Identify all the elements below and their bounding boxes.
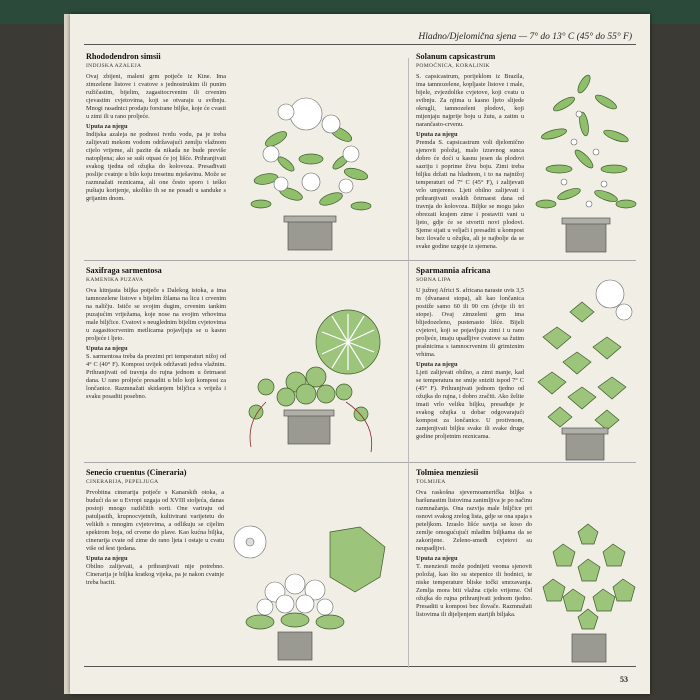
care-heading: Uputa za njegu (416, 361, 458, 368)
care-text: Premda S. capsicastrum voli djelomično sjenovit položaj, malo izravnog sunca dobro će doći u kasnu jesen da plodovi sazriju i poprime živu boju. Zimi treba biljku držati na hladnom, i to na najnižoj temperaturi od 7° C (45° F), i zalijevati vrlo umjereno. Ljeti obilno zalijevati i prihranjivati svakih četrnaest dana od travnja do kolovoza. Biljke se mogu jako obrezati krajem zime i postaviti vani u ljeto, gdje će se stvoriti novi plodovi. Sjeme sijati u veljači i presaditi u kompost bez ilovače u ožujku, ali je najbolje da se svake godine uzgoje iz sjemena. (416, 139, 524, 250)
entry-title: Sparmannia africana (416, 266, 491, 275)
header-rule (84, 44, 636, 45)
care-heading: Uputa za njegu (416, 555, 458, 562)
senecio-illustration (220, 522, 400, 662)
plant-entry-tolmiea (416, 468, 532, 619)
entry-common-name: TOLMIJEA (416, 479, 446, 485)
plant-entry-senecio (86, 468, 224, 587)
entry-description: S. capsicastrum, porijeklom iz Brazila, ima tamnozelene, kopljaste listove i male, bijele, zvjezdolike cvjetove, koji cvatu u svibnju. Za njima u kasno ljeto slijede okrugli, tamnozeleni plodovi, koji mijenjaju najprije boju u žutu, a zatim u narančasto-crvenu. (416, 73, 524, 128)
rhododendron-illustration (246, 84, 376, 256)
entry-title: Rhododendron simsii (86, 52, 161, 61)
page-number: 53 (620, 675, 628, 684)
plant-entry-saxifraga (86, 266, 226, 401)
care-text: S. sarmentosa treba da prezimi pri temperaturi nižoj od 4° C (40° F). Kompost uvijek održavati jedva vlažnim. Prihranjivati od travnja do rujna jednom u četrnaest dana. U rano proljeće presaditi u bilo koji kompost za lončanice. Razmnažati skidanjem biljčica s vriježa i svaku posaditi posebno. (86, 353, 226, 400)
saxifraga-illustration (236, 302, 396, 458)
sparmannia-illustration (532, 272, 638, 462)
plant-entry-solanum (416, 52, 524, 251)
entry-common-name: CINERARIJA, PEPELJUGA (86, 479, 159, 485)
row-divider-2 (84, 462, 636, 463)
entry-title: Senecio cruentus (Cineraria) (86, 468, 187, 477)
page-header: Hladno/Djelomična sjena — 7° do 13° C (45° do 55° F) (418, 32, 632, 42)
book-page (70, 14, 650, 694)
entry-common-name: INDIJSKA AZALEJA (86, 63, 142, 69)
plant-pot (288, 220, 332, 250)
care-heading: Uputa za njegu (86, 345, 128, 352)
care-heading: Uputa za njegu (86, 123, 128, 130)
row-divider-1 (84, 260, 636, 261)
entry-common-name: POMOĆNICA, KORALJNIK (416, 63, 490, 69)
plant-entry-rhododendron (86, 52, 226, 203)
entry-description: Ova kitnjasta biljka potječe s Dalekog istoka, a ima tamnozelene listove s bijelim žilama na licu i crvenim na naličju. Ističe se svojim dugim, crvenim tankim puzajućim vriježama, koje nose na svojim vrhovima male biljčice. Cvatovi s neuglednim bijelim cvjetovima u zagasitocrvenim metlicama pojavljuju se u kasno proljeće i ljeto. (86, 287, 226, 342)
care-heading: Uputa za njegu (86, 555, 128, 562)
care-text: Indijska azaleja ne podnosi tvrdu vodu, pa je treba zalijevati mekom vodom održavajući zemlju vlažnom cijelo vrijeme, ali pazite da nikada ne bude previše natopljena; ako se suši otpast će joj lišće. Prihranjivati svakog tjedna od ožujka do kolovoza. Presađivati poslije cvatnje u bilo koju tresetnu mješavinu. Može se razmnažati reznicama, ali one često sporo i teško puštaju korijenje, ukoliko ih se ne posadi u sanduke s grijanim dnom. (86, 131, 226, 202)
footer-rule (84, 666, 636, 667)
plant-entry-sparmannia (416, 266, 524, 441)
column-divider (408, 58, 409, 668)
entry-title: Tolmiea menziesii (416, 468, 479, 477)
entry-description: Ova raskošna sjevernoamerička biljka s baršunastim listovima zanimljiva je po načinu razmnažanja. Ona razvija male biljčice pri osnovi svakog zrelog lista, gdje se ona spaja s peteljkom. Izraslo lišće savija se koso do zemlje omogućujući mladim biljkama da se zakorijene. Zeleno-smeđi cvjetovi su neupadljivi. (416, 489, 532, 552)
care-text: Ljeti zalijevati obilno, a zimi manje, kad se temperatura ne smije sniziti ispod 7° C (45° F). Prihranjivati jednom tjedno od ožujka do rujna, i dobro zračiti. Ako želite imati vrlo veliku biljku, presađuje je svakog ožujka u dobar odgovarajući kompost za lončanice. U protivnom, zamjenjivati biljku svake ili svake druge godine proljetnim reznicama. (416, 369, 524, 440)
entry-description: Prvobitna cinerarija potječe s Kanarskih otoka, a budući da se u Evropi uzgaja od XVIII stoljeća, danas postoji mnogo različitih sorti. One variraju od patuljastih, krupnocvjetnih, kultivirani varijetetu do velikih s mnogim cvjetovima, a odlikuju se cijelim spektrom boja, od crvene do plave. Kao kućna biljka, cinerarija cvate od zime do rano ljeta i ostaje u cvatu više od šest tjedana. (86, 489, 224, 552)
entry-title: Saxifraga sarmentosa (86, 266, 162, 275)
entry-description: U južnoj Africi S. africana naraste uvis 3,5 m (dvanaest stopa), ali kao lončanica postiže samo 60 ili 90 cm (dvije ili tri stope). Ovaj zimzeleni grm ima blijedozeleno, pustenasto lišće. Bijeli cvjetovi, koji se pojavljuju zimi i u rano proljeće, imaju upadljive cvatove sa žutim prašnicima s tamnocrvenim ili grimiznim vrhima. (416, 287, 524, 358)
care-text: Obilno zalijevati, a prihranjivati nije potrebno. Cinerarija je biljka kratkog vijeka, pa je nakon cvatnje treba baciti. (86, 563, 224, 586)
entry-title: Solanum capsicastrum (416, 52, 496, 61)
tolmiea-illustration (538, 514, 640, 664)
care-heading: Uputa za njegu (416, 131, 458, 138)
entry-common-name: SOBNA LIPA (416, 277, 451, 283)
care-text: T. menziesii može podnijeti veoma sjenovit položaj, kao što su stepenice ili hodnici, te niske temperature bliske točki smrzavanja. Zemlja mora biti vlažna cijelo vrijeme. Od ožujka do rujna prihranjivati jednom tjedno. Presaditi u kompost bez ilovače. Razmnažati listovima ili dijeljenjem starijih biljaka. (416, 563, 532, 618)
solanum-illustration (534, 64, 638, 256)
entry-common-name: KAMENIKA PUZAVA (86, 277, 144, 283)
entry-description: Ovaj zbijeni, maleni grm potječe iz Kine. Ima zimzelene listove i cvatove s jednostrukim ili punim ružičastim, bijelim, zagasitocrvenim ili crvenim cjevastim cvjetovima, koji se otvaraju u svibnju. Mnogi rasadnici prodaju forsirane biljke, koje će cvasti u zimi ili u rano proljeće. (86, 73, 226, 120)
